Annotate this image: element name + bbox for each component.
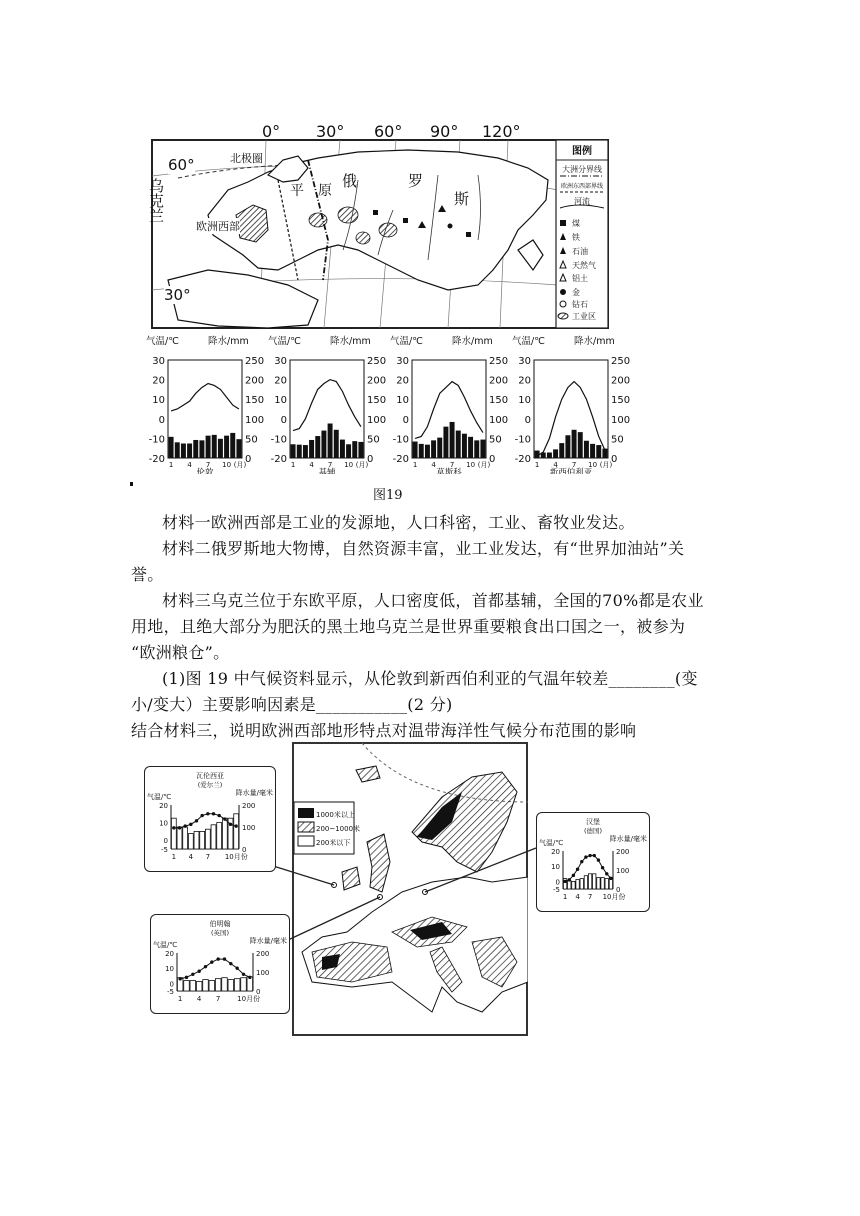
inset-precip-bar	[601, 878, 604, 889]
inset-temp-point	[563, 880, 566, 883]
russia-label-3: 斯	[454, 190, 470, 208]
question-1-line-2: 小/变大）主要影响因素是___________(2 分)	[131, 695, 453, 714]
inset-month-tick: 1	[171, 853, 177, 861]
inset-month-tick: 7	[587, 893, 593, 901]
temp-axis-title: 气温/℃	[268, 336, 301, 347]
precip-tick: 150	[611, 395, 631, 407]
precip-tick: 50	[367, 434, 380, 446]
inset-precip-tick: 200	[616, 848, 630, 856]
inset-precip-bar	[194, 831, 199, 849]
temp-tick: 30	[274, 356, 287, 367]
arctic-circle-label: 北极圈	[230, 152, 263, 165]
month-tick: 10	[222, 461, 232, 469]
precip-tick: 200	[367, 375, 387, 387]
month-tick: 4	[187, 461, 192, 469]
inset-month-tick: 7	[215, 995, 221, 1003]
valencia-climate-chart	[145, 767, 275, 871]
precip-axis-title: 降水/mm	[208, 336, 249, 347]
inset-precip-bar	[228, 980, 234, 991]
longitude-120: 120°	[482, 122, 521, 141]
longitude-60: 60°	[374, 122, 403, 141]
precip-tick: 50	[489, 434, 502, 446]
temp-tick: 0	[280, 414, 287, 426]
material-1: 材料一欧洲西部是工业的发源地，人口科密，工业、畜牧业发达。	[162, 513, 635, 532]
inset-precip-bar	[568, 880, 571, 889]
inset-temp-tick: 20	[159, 802, 168, 810]
temp-tick: -10	[514, 434, 531, 446]
inset-precip-tick: 0	[256, 988, 261, 996]
inset-precip-bar	[234, 979, 240, 991]
inset-precip-bar	[205, 829, 210, 849]
question-2: 结合材料三，说明欧洲西部地形特点对温带海洋性气候分布范围的影响	[131, 721, 637, 740]
month-tick: 4	[553, 461, 558, 469]
precip-axis-title: 降水/mm	[574, 336, 615, 347]
inset-temp-tick: -5	[553, 886, 560, 894]
material-3-line-3: “欧洲粮仓”。	[131, 643, 230, 662]
legend-item: 石油	[572, 247, 588, 256]
precip-tick: 250	[367, 356, 387, 367]
inset-temp-point	[234, 824, 237, 827]
precip-tick: 200	[611, 375, 631, 387]
hamburg-climate-chart	[537, 813, 649, 911]
precip-tick: 200	[489, 375, 509, 387]
inset-country: (爱尔兰)	[197, 781, 223, 789]
inset-precip-bar	[588, 874, 591, 889]
inset-month-tick: 4	[575, 893, 580, 901]
city-name: 莫斯科	[436, 468, 462, 474]
latitude-60: 60°	[168, 156, 195, 174]
legend-item: 煤	[572, 219, 580, 228]
inset-month-tick: 4	[196, 995, 202, 1003]
inset-precip-bar	[203, 980, 209, 991]
inset-temp-point	[178, 826, 181, 829]
inset-month-tick: 1	[562, 893, 568, 901]
inset-precip-bar	[241, 978, 247, 991]
month-tick: (月)	[233, 461, 247, 469]
inset-temp-point	[189, 823, 192, 826]
inset-month-tick: 10月份	[237, 995, 261, 1003]
inset-temp-point	[178, 977, 181, 980]
month-tick: 1	[534, 461, 540, 469]
question-1-line-1: (1)图 19 中气候资料显示，从伦敦到新西伯利亚的气温年较差________(变	[162, 669, 698, 688]
temp-tick: 10	[274, 395, 287, 407]
inset-month-tick: 10月份	[224, 853, 248, 861]
inset-precip-title: 降水量/毫米	[235, 789, 273, 797]
inset-precip-bar	[234, 814, 239, 849]
inset-precip-bar	[188, 834, 193, 849]
inset-birmingham	[150, 914, 290, 1014]
inset-temp-point	[183, 824, 186, 827]
precip-tick: 50	[245, 434, 258, 446]
precip-tick: 100	[489, 414, 509, 426]
longitude-90: 90°	[430, 122, 459, 141]
inset-city: 伯明翰	[209, 920, 231, 928]
precip-tick: 150	[245, 395, 265, 407]
inset-precip-title: 降水量/毫米	[609, 835, 647, 843]
month-tick: 4	[431, 461, 436, 469]
inset-temp-point	[229, 962, 232, 965]
material-3-line-2: 用地，且绝大部分为肥沃的黑土地乌克兰是世界重要粮食出口国之一，被参为	[131, 617, 686, 636]
inset-precip-bar	[593, 874, 596, 889]
material-2-line-1: 材料二俄罗斯地大物博，自然资源丰富，业工业发达，有“世界加油站”关	[162, 539, 685, 558]
inset-temp-point	[597, 858, 600, 861]
inset-precip-bar	[597, 878, 600, 889]
birmingham-climate-chart	[151, 915, 289, 1013]
material-2-line-2: 誉。	[131, 565, 164, 584]
relief-legend-item: 200米以下	[316, 839, 351, 847]
latitude-30: 30°	[164, 286, 191, 304]
inset-temp-point	[223, 817, 226, 820]
inset-temperature-line	[180, 959, 250, 979]
ukraine-label: 乌克兰	[147, 178, 165, 223]
temp-tick: 20	[274, 375, 287, 387]
inset-precip-title: 降水量/毫米	[249, 937, 287, 945]
legend-item: 欧洲东西部界线	[560, 183, 604, 190]
temp-tick: 10	[396, 395, 409, 407]
temp-tick: 0	[158, 414, 165, 426]
inset-precip-tick: 200	[256, 950, 270, 958]
precip-tick: 100	[367, 414, 387, 426]
inset-precip-bar	[584, 876, 587, 889]
inset-temp-tick: 10	[165, 965, 174, 974]
inset-temp-point	[601, 866, 604, 869]
temp-tick: 0	[402, 414, 409, 426]
legend-item: 铁	[572, 233, 580, 242]
temp-axis-title: 气温/℃	[512, 336, 545, 347]
inset-precip-bar	[211, 825, 216, 849]
plain-label: 平原	[290, 183, 346, 199]
inset-temp-point	[242, 973, 245, 976]
inset-temp-point	[212, 812, 215, 815]
inset-temp-point	[191, 973, 194, 976]
temp-tick: -20	[270, 454, 287, 465]
inset-temp-title: 气温/℃	[147, 793, 172, 801]
inset-precip-bar	[190, 981, 196, 991]
temp-tick: -20	[148, 454, 165, 465]
inset-country: (德国)	[583, 827, 603, 835]
precip-tick: 250	[245, 356, 265, 367]
precip-tick: 0	[367, 454, 374, 465]
temp-tick: 30	[396, 356, 409, 367]
precip-tick: 150	[489, 395, 509, 407]
month-tick: (月)	[477, 461, 491, 469]
temp-tick: 20	[518, 375, 531, 387]
month-tick: 1	[412, 461, 418, 469]
inset-precip-tick: 0	[616, 886, 621, 894]
inset-valencia	[144, 766, 276, 872]
month-tick: 7	[449, 461, 455, 469]
west-europe-label: 欧洲西部	[196, 220, 240, 233]
temp-tick: 0	[524, 414, 531, 426]
inset-precip-bar	[605, 879, 608, 889]
inset-city: 汉堡	[586, 818, 600, 826]
figure-19-caption: 图19	[373, 488, 403, 503]
temp-axis-title: 气温/℃	[146, 336, 179, 347]
legend-item: 铝土	[572, 274, 588, 283]
inset-temp-point	[197, 970, 200, 973]
inset-temp-point	[593, 854, 596, 857]
inset-temp-tick: 0	[163, 837, 168, 846]
temp-tick: -10	[270, 434, 287, 446]
temp-tick: 30	[152, 356, 165, 367]
longitude-0: 0°	[262, 122, 281, 141]
legend-item: 河流	[574, 197, 590, 206]
inset-temp-point	[204, 965, 207, 968]
city-name: 基辅	[318, 468, 336, 474]
month-tick: 7	[327, 461, 333, 469]
inset-precip-bar	[196, 982, 202, 992]
inset-temp-tick: 0	[555, 878, 560, 887]
inset-hamburg	[536, 812, 650, 912]
month-tick: 1	[168, 461, 174, 469]
inset-precip-bar	[576, 880, 579, 890]
month-tick: (月)	[355, 461, 369, 469]
inset-precip-bar	[171, 818, 176, 849]
inset-temp-title: 气温/℃	[153, 941, 178, 949]
inset-month-tick: 4	[188, 853, 194, 861]
city-name: 新西伯利亚	[549, 468, 593, 474]
precip-tick: 250	[489, 356, 509, 367]
inset-temp-point	[210, 960, 213, 963]
inset-temp-point	[185, 976, 188, 979]
inset-temp-title: 气温/℃	[539, 839, 564, 847]
inset-temp-tick: 20	[551, 848, 560, 856]
inset-temp-tick: 0	[169, 980, 174, 989]
inset-precip-bar	[209, 981, 215, 991]
month-tick: 4	[309, 461, 314, 469]
precip-tick: 100	[245, 414, 265, 426]
longitude-30: 30°	[316, 122, 345, 141]
precip-tick: 100	[611, 414, 631, 426]
month-tick: 1	[290, 461, 296, 469]
inset-temp-point	[568, 878, 571, 881]
inset-precip-bar	[222, 978, 228, 991]
inset-temp-point	[580, 860, 583, 863]
month-tick: 10	[466, 461, 476, 469]
month-tick: 7	[571, 461, 577, 469]
inset-precip-bar	[580, 879, 583, 889]
relief-legend-item: 200~1000米	[316, 825, 361, 833]
inset-temp-point	[576, 868, 579, 871]
inset-temp-point	[172, 826, 175, 829]
temp-tick: 10	[518, 395, 531, 407]
inset-precip-tick: 100	[616, 867, 630, 875]
inset-precip-bar	[183, 827, 188, 849]
inset-temp-tick: 10	[159, 819, 168, 828]
inset-temp-point	[584, 855, 587, 858]
inset-precip-bar	[177, 827, 182, 849]
inset-month-tick: 10月份	[602, 893, 626, 901]
inset-temp-point	[206, 812, 209, 815]
inset-temp-tick: 10	[551, 863, 560, 872]
material-3-line-1: 材料三乌克兰位于东欧平原，人口密度低，首都基辅，全国的70%都是农业	[162, 591, 704, 610]
inset-temp-point	[195, 819, 198, 822]
inset-temp-point	[217, 814, 220, 817]
temp-tick: -20	[392, 454, 409, 465]
legend-item: 天然气	[572, 261, 596, 270]
inset-precip-tick: 0	[242, 846, 247, 854]
month-tick: (月)	[599, 461, 613, 469]
inset-temp-point	[572, 874, 575, 877]
precip-tick: 200	[245, 375, 265, 387]
inset-country: (英国)	[210, 929, 230, 937]
legend-title: 图例	[572, 146, 592, 157]
inset-temp-tick: -5	[167, 988, 174, 996]
precip-tick: 250	[611, 356, 631, 367]
inset-temp-point	[216, 957, 219, 960]
inset-precip-tick: 100	[256, 969, 270, 977]
inset-temp-tick: -5	[161, 846, 168, 854]
relief-legend-item: 1000米以上	[316, 811, 355, 819]
inset-month-tick: 1	[177, 995, 183, 1003]
inset-month-tick: 7	[205, 853, 211, 861]
temp-tick: -20	[514, 454, 531, 465]
inset-precip-bar	[200, 831, 205, 849]
inset-city: 瓦伦西亚	[196, 772, 224, 780]
inset-temp-point	[229, 823, 232, 826]
temp-tick: -10	[148, 434, 165, 446]
precip-tick: 50	[611, 434, 624, 446]
precip-tick: 150	[367, 395, 387, 407]
legend-item: 金	[572, 288, 580, 297]
inset-temp-tick: 20	[165, 950, 174, 958]
city-name: 伦敦	[196, 468, 214, 474]
inset-temp-point	[200, 814, 203, 817]
temp-tick: 30	[518, 356, 531, 367]
russia-label-2: 罗	[408, 172, 424, 190]
precip-axis-title: 降水/mm	[452, 336, 493, 347]
inset-temp-point	[248, 976, 251, 979]
legend-item: 工业区	[572, 312, 596, 321]
temp-axis-title: 气温/℃	[390, 336, 423, 347]
precip-tick: 0	[489, 454, 496, 465]
temp-tick: 20	[152, 375, 165, 387]
temp-tick: 10	[152, 395, 165, 407]
inset-precip-bar	[217, 823, 222, 849]
inset-temp-point	[609, 877, 612, 880]
inset-precip-tick: 200	[242, 802, 256, 810]
precip-axis-title: 降水/mm	[330, 336, 371, 347]
inset-temp-point	[223, 957, 226, 960]
inset-temp-point	[588, 854, 591, 857]
inset-temp-point	[605, 872, 608, 875]
inset-precip-bar	[215, 979, 221, 991]
inset-temp-point	[235, 967, 238, 970]
russia-label-1: 俄	[342, 172, 358, 190]
precip-tick: 0	[611, 454, 618, 465]
month-tick: 7	[205, 461, 211, 469]
inset-precip-bar	[572, 881, 575, 889]
month-tick: 10	[588, 461, 598, 469]
precip-tick: 0	[245, 454, 252, 465]
temp-tick: -10	[392, 434, 409, 446]
inset-precip-bar	[222, 818, 227, 849]
inset-precip-bar	[184, 981, 190, 991]
month-tick: 10	[344, 461, 354, 469]
inset-precip-tick: 100	[242, 824, 256, 832]
legend-item: 钻石	[572, 300, 588, 309]
legend-item: 大洲分界线	[562, 165, 602, 174]
temp-tick: 20	[396, 375, 409, 387]
